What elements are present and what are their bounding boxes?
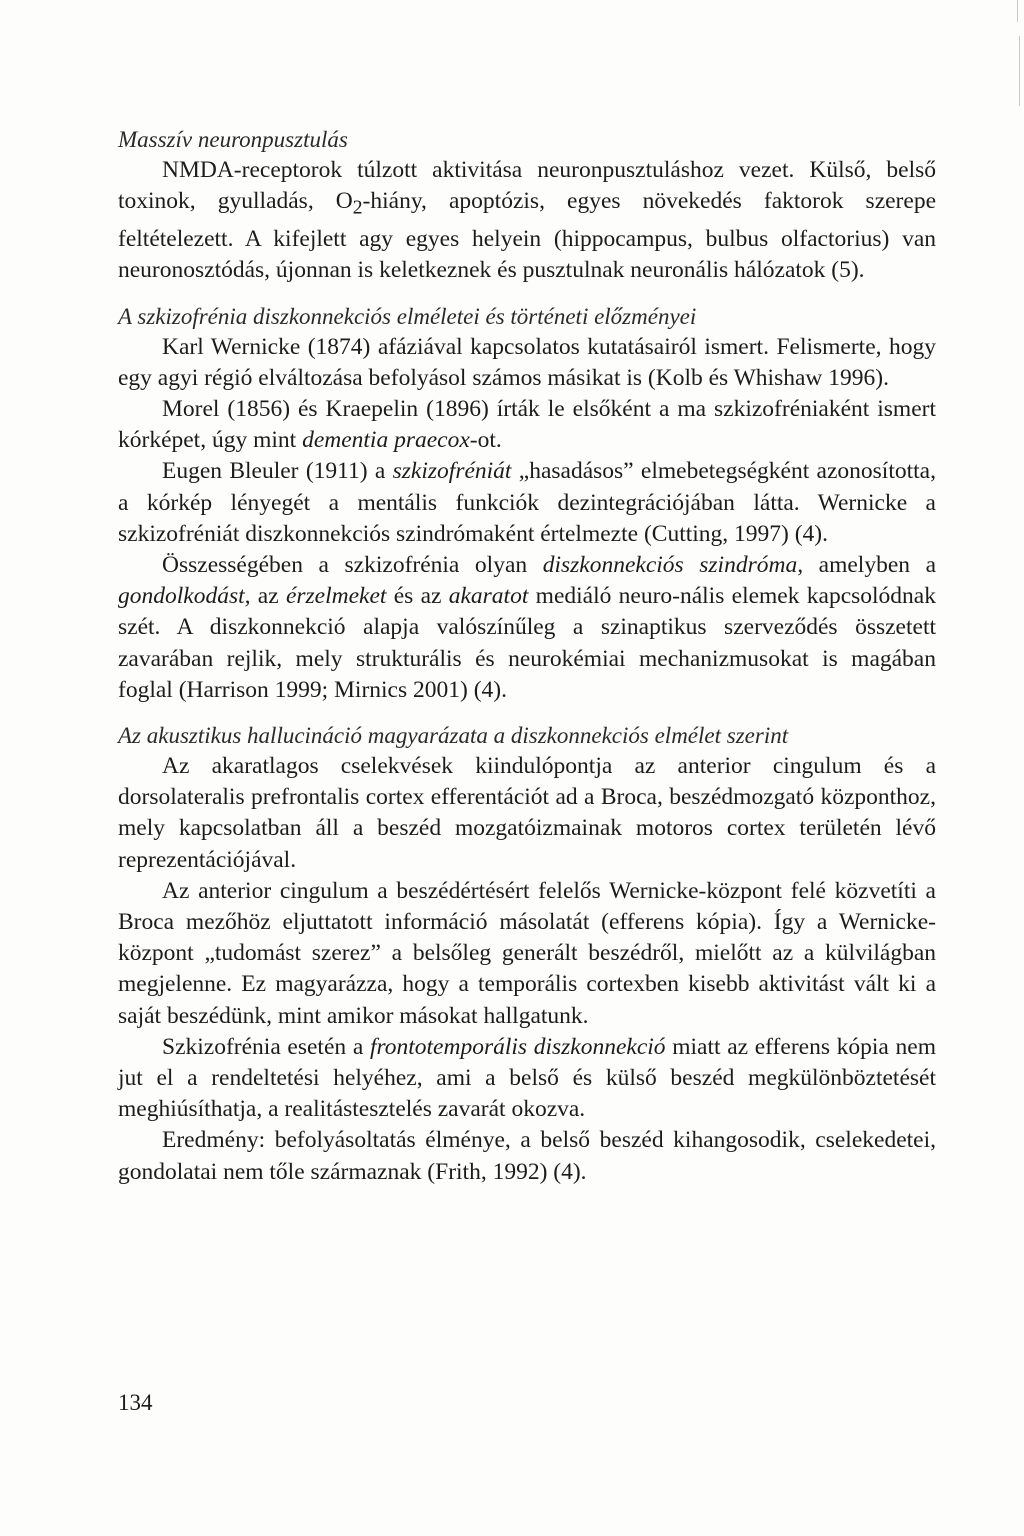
italic-term: diszkonnekciós szindróma, <box>542 551 804 578</box>
paragraph-text: és az <box>386 583 449 610</box>
paragraph-text: Az anterior cingulum a beszédértésért felelős Wernicke-központ felé közvetíti a Broca mezőhöz eljuttatott információ másolatát (efferens kópia). Így a Wernicke-központ „tudomást szerez” a belsőleg generált beszédről, mielőtt az a külvilágban megjelenne. Ez magyarázza, hogy a temporális cortexben kisebb aktivitást vált ki a saját beszédünk, mint amikor másokat hallgatunk. <box>118 877 936 1029</box>
body-paragraph <box>118 751 936 876</box>
body-paragraph <box>118 550 936 706</box>
italic-term: szkizofréniát <box>392 458 512 485</box>
section-heading: A szkizofrénia diszkonnekciós elméletei és történeti előzményei <box>118 303 697 329</box>
paragraph-text: „hasadásos” elmebetegségként azonosította, a kórkép lényegét a mentális funkciók dezintegrációjában látta. Wernicke a szkizofréniát diszkonnekciós szindrómaként értelmezte (Cutting, 1997) (4). <box>118 458 936 547</box>
scan-edge-mark <box>1017 0 1018 22</box>
body-paragraph <box>118 155 936 287</box>
body-paragraph <box>118 876 936 1032</box>
italic-term: frontotemporális diszkonnekció <box>369 1033 666 1060</box>
page-number: 134 <box>118 1390 153 1415</box>
page-body <box>118 124 936 1188</box>
body-paragraph <box>118 332 936 394</box>
paragraph-text: Összességében a szkizofrénia olyan <box>162 551 543 578</box>
section-heading: Masszív neuronpusztulás <box>118 127 348 152</box>
paragraph-text: mediáló neuro-nális elemek kapcsolódnak szét. A diszkonnekció alapja valószínűleg a szinaptikus szerveződés összetett zavarában rejlik, mely strukturális és neurokémiai mechanizmusokat is magában foglal (Harrison 1999; Mirnics 2001) (4). <box>118 583 936 703</box>
italic-term: érzelmeket <box>285 583 387 610</box>
paragraph-text: Szkizofrénia esetén a <box>162 1033 370 1060</box>
subscript-text: 2 <box>352 197 363 219</box>
paragraph-text: amelyben a <box>803 551 937 578</box>
body-paragraph <box>118 456 936 550</box>
body-paragraph <box>118 1125 936 1187</box>
paragraph-text: Eugen Bleuler (1911) a <box>162 458 393 485</box>
italic-term: gondolkodást, <box>118 583 251 610</box>
body-paragraph <box>118 1032 936 1126</box>
paragraph-text: Eredmény: befolyásoltatás élménye, a belső beszéd kihangosodik, cselekedetei, gondolatai nem tőle származnak (Frith, 1992) (4). <box>118 1127 936 1185</box>
document-content <box>118 124 936 1188</box>
italic-term: akaratot <box>448 583 529 610</box>
paragraph-text: -hiány, apoptózis, egyes növekedés faktorok szerepe feltételezett. A kifejlett agy egyes helyein (hippocampus, bulbus olfactorius) van neuronosztódás, újonnan is keletkeznek és pusztulnak neuronális hálózatok (5). <box>118 188 936 284</box>
paragraph-text: Morel (1856) és Kraepelin (1896) írták le elsőként a ma szkizofréniaként ismert kórképet, úgy mint <box>118 395 936 454</box>
paragraph-text: Karl Wernicke (1874) afáziával kapcsolatos kutatásairól ismert. Felismerte, hogy egy agyi régió elváltozása befolyásol számos másikat is (Kolb és Whishaw 1996). <box>118 333 936 391</box>
paragraph-text: -ot. <box>469 427 502 454</box>
paragraph-text: miatt az efferens kópia nem jut el a rendeltetési helyéhez, ami a belső és külső beszéd megkülönböztetését meghiúsíthatja, a realitástesztelés zavarát okozva. <box>118 1033 936 1123</box>
scan-edge-mark <box>1019 36 1020 106</box>
paragraph-text: NMDA-receptorok túlzott aktivitása neuronpusztuláshoz vezet. Külső, belső toxinok, gyulladás, O <box>118 157 936 215</box>
section-heading: Az akusztikus hallucináció magyarázata a diszkonnekciós elmélet szerint <box>118 722 789 748</box>
body-paragraph <box>118 394 936 456</box>
paragraph-text: az <box>250 583 286 610</box>
italic-term: dementia praecox <box>302 427 470 454</box>
paragraph-text: Az akaratlagos cselekvések kiindulópontja az anterior cingulum és a dorsolateralis prefrontalis cortex efferentációt ad a Broca, beszédmozgató központhoz, mely kapcsolatban áll a beszéd mozgatóizmainak motoros cortex területén lévő reprezentációjával. <box>118 752 936 873</box>
